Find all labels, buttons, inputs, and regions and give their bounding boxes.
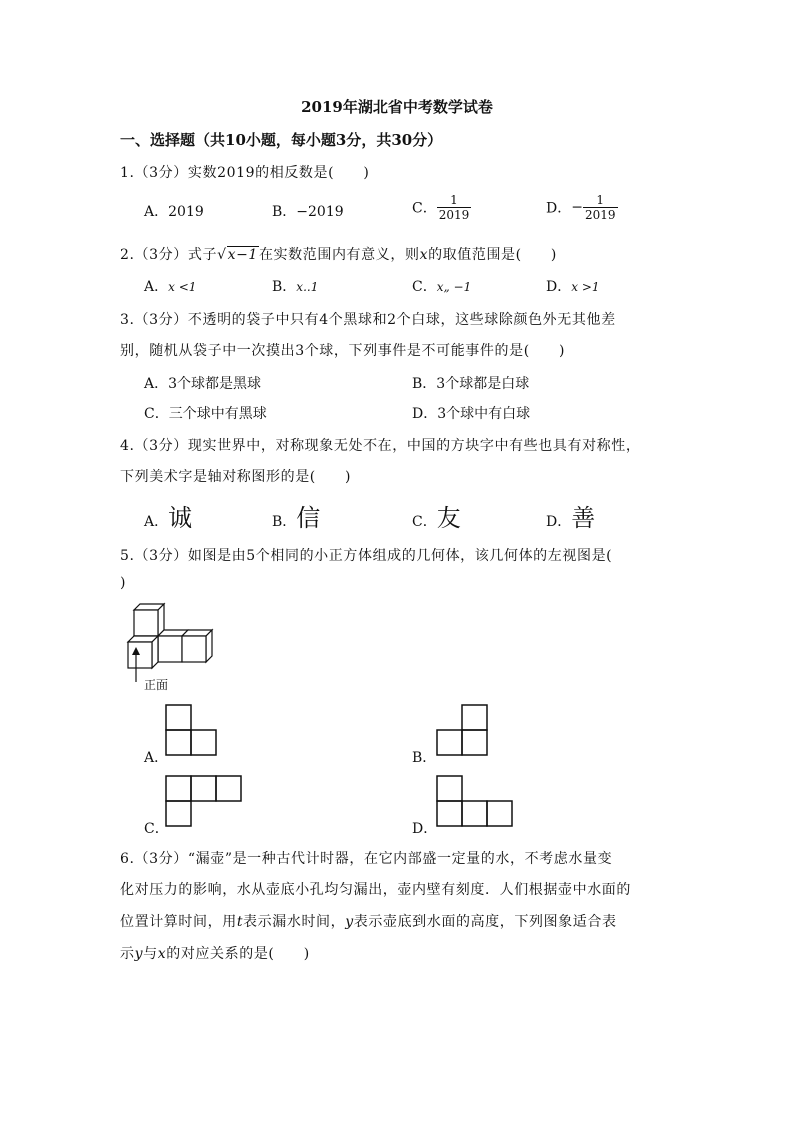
front-label: 正面 (144, 678, 169, 692)
option-label: B． (272, 514, 297, 530)
q3-option-b[interactable]: B．3个球都是白球 (412, 376, 530, 392)
option-label: C． (412, 200, 437, 217)
q5-option-a-figure[interactable] (165, 704, 219, 756)
variable-x: x (157, 946, 167, 962)
sqrt-expression: √x−1 (217, 247, 258, 263)
stem-text: 在实数范围内有意义，则 (258, 247, 420, 263)
question-5-stem-line2: ) (120, 575, 127, 591)
q4-option-a[interactable] (144, 498, 192, 533)
q5-option-a-label[interactable]: A． (144, 750, 169, 766)
q4-option-c[interactable] (412, 498, 461, 533)
q5-option-d-label[interactable]: D． (412, 821, 438, 837)
radicand: x−1 (227, 247, 258, 263)
q5-option-c-figure[interactable] (165, 775, 245, 827)
option-label: A． (144, 279, 169, 295)
question-4-stem-line1: 4.（3分）现实世界中，对称现象无处不在，中国的方块字中有些也具有对称性， (120, 438, 641, 454)
minus-sign: − (571, 199, 583, 216)
question-6-stem-line1: 6.（3分）“漏壶”是一种古代计时器，在它内部盛一定量的水，不考虑水量变 (120, 851, 613, 867)
q5-option-d-figure[interactable] (436, 775, 516, 827)
option-text: −2019 (296, 204, 344, 220)
variable-t: t (236, 914, 244, 930)
option-character: 友 (436, 504, 461, 532)
q1-option-c[interactable] (412, 193, 471, 222)
option-text: x <1 (168, 280, 197, 294)
option-character: 诚 (168, 504, 193, 532)
stem-text: 表示漏水时间， (243, 914, 346, 930)
q2-option-a[interactable] (144, 276, 196, 296)
q3-option-d[interactable]: D．3个球中有白球 (412, 406, 531, 422)
fraction (583, 193, 618, 222)
fraction-numerator: 1 (437, 193, 472, 208)
question-5-stem-line1: 5.（3分）如图是由5个相同的小正方体组成的几何体，该几何体的左视图是( (120, 548, 613, 564)
stem-text: 表示壶底到水面的高度，下列图象适合表 (353, 914, 617, 930)
q1-option-a[interactable] (144, 201, 204, 221)
question-2-stem (120, 244, 557, 264)
q5-option-b-figure[interactable] (436, 704, 490, 756)
stem-text: 位置计算时间，用 (120, 914, 237, 930)
variable-y: y (345, 914, 354, 930)
option-text: x >1 (571, 280, 600, 294)
stem-text: 2.（3分）式子 (120, 247, 218, 263)
option-label: C． (412, 514, 437, 530)
fraction (437, 193, 472, 222)
option-label: C． (412, 279, 437, 295)
option-label: D． (546, 514, 572, 530)
option-text: 2019 (168, 204, 204, 220)
variable-x: x (419, 247, 429, 263)
q2-option-c[interactable] (412, 276, 471, 296)
option-label: A． (144, 204, 169, 220)
question-1-stem: 1.（3分）实数2019的相反数是( ) (120, 165, 370, 181)
q2-option-d[interactable] (546, 276, 600, 296)
stem-text: 示 (120, 946, 135, 962)
cube-figure (118, 600, 228, 692)
q1-option-b[interactable] (272, 201, 344, 221)
fraction-denominator: 2019 (438, 208, 470, 222)
option-label: B． (272, 279, 297, 295)
option-character: 善 (571, 504, 596, 532)
stem-text: 的对应关系的是( ) (166, 946, 310, 962)
option-character: 信 (296, 504, 321, 532)
q5-option-c-label[interactable]: C． (144, 821, 169, 837)
q2-option-b[interactable] (272, 276, 318, 296)
q1-option-d[interactable] (546, 193, 618, 222)
option-text: x..1 (296, 280, 319, 294)
q5-option-b-label[interactable]: B． (412, 750, 437, 766)
q4-option-b[interactable] (272, 498, 320, 533)
stem-text: 的取值范围是( ) (428, 247, 557, 263)
option-label: A． (144, 514, 169, 530)
question-4-stem-line2: 下列美术字是轴对称图形的是( ) (120, 469, 352, 485)
question-3-stem-line1: 3.（3分）不透明的袋子中只有4个黑球和2个白球，这些球除颜色外无其他差 (120, 312, 616, 328)
option-text: x„ −1 (436, 280, 472, 294)
option-label: D． (546, 200, 572, 217)
question-6-stem-line4 (120, 943, 310, 963)
question-6-stem-line3 (120, 911, 617, 931)
option-label: B． (272, 204, 297, 220)
q3-option-c[interactable]: C．三个球中有黑球 (144, 406, 267, 422)
variable-y: y (134, 946, 144, 962)
q3-option-a[interactable]: A．3个球都是黑球 (144, 376, 262, 392)
page-title: 2019年湖北省中考数学试卷 (301, 98, 493, 116)
option-label: D． (546, 279, 572, 295)
section-heading: 一、选择题（共10小题，每小题3分，共30分） (120, 131, 443, 149)
q4-option-d[interactable] (546, 498, 595, 533)
fraction-denominator: 2019 (584, 208, 616, 222)
question-6-stem-line2: 化对压力的影响，水从壶底小孔均匀漏出，壶内壁有刻度．人们根据壶中水面的 (120, 882, 631, 898)
stem-text: 与 (143, 946, 158, 962)
question-3-stem-line2: 别，随机从袋子中一次摸出3个球，下列事件是不可能事件的是( ) (120, 343, 566, 359)
fraction-numerator: 1 (583, 193, 618, 208)
